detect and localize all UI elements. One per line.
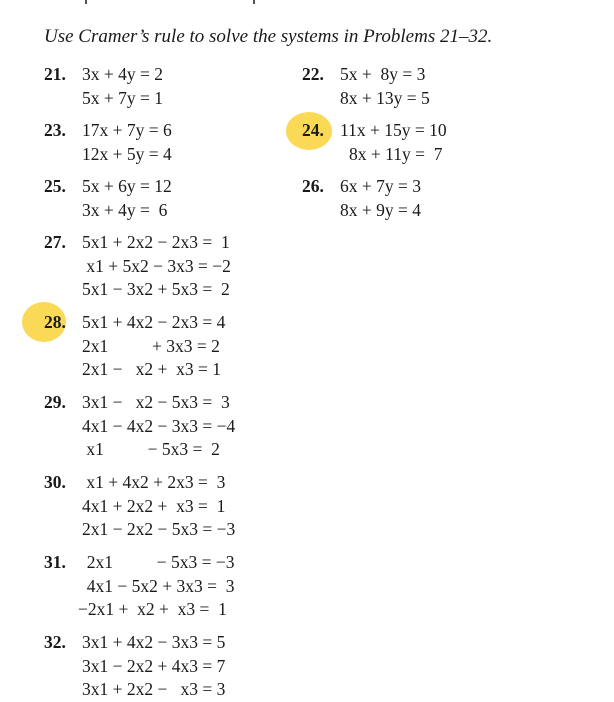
equation: 2x1 − x2 + x3 = 1 bbox=[82, 359, 221, 379]
problem-number: 23. bbox=[44, 120, 66, 140]
equation: 12x + 5y = 4 bbox=[82, 143, 172, 164]
equation: 5x + 8y = 3 bbox=[340, 64, 426, 84]
equation: 3x + 4y = 6 bbox=[82, 199, 168, 220]
equation: 8x + 13y = 5 bbox=[340, 87, 430, 108]
equation: 4x1 − 4x2 − 3x3 = −4 bbox=[82, 415, 236, 436]
equation: 8x + 11y = 7 bbox=[349, 143, 443, 164]
problem-number: 31. bbox=[44, 552, 66, 572]
instruction-text: Use Cramer’s rule to solve the systems in Problems 21–32. bbox=[44, 26, 493, 47]
problem-number: 30. bbox=[44, 472, 66, 492]
problem-number: 22. bbox=[302, 64, 324, 84]
equation: 2x1 − 2x2 − 5x3 = −3 bbox=[82, 519, 236, 539]
equation: 4x1 − 5x2 + 3x3 = 3 bbox=[78, 575, 235, 596]
top-edge bbox=[0, 0, 614, 4]
equation: −2x1 + x2 + x3 = 1 bbox=[78, 599, 227, 619]
equation: 4x1 + 2x2 + x3 = 1 bbox=[82, 495, 226, 516]
problem-number: 24. bbox=[302, 120, 324, 140]
equation: 5x1 − 3x2 + 5x3 = 2 bbox=[82, 279, 230, 299]
page-edge-mark bbox=[253, 0, 255, 4]
equation: 8x + 9y = 4 bbox=[340, 199, 421, 220]
equation: x1 + 4x2 + 2x3 = 3 bbox=[82, 472, 226, 492]
equation: 5x1 + 2x2 − 2x3 = 1 bbox=[82, 232, 230, 252]
equation: x1 − 5x3 = 2 bbox=[82, 439, 220, 459]
problem-number: 32. bbox=[44, 632, 66, 652]
problem-number: 27. bbox=[44, 232, 66, 252]
equation: 5x + 6y = 12 bbox=[82, 176, 172, 196]
problem-number: 29. bbox=[44, 392, 66, 412]
problem-number: 21. bbox=[44, 64, 66, 84]
equation: 3x1 + 2x2 − x3 = 3 bbox=[82, 679, 226, 699]
page-edge-mark bbox=[85, 0, 87, 4]
equation: 5x + 7y = 1 bbox=[82, 87, 163, 108]
problem-number: 26. bbox=[302, 176, 324, 196]
equation: 3x1 − x2 − 5x3 = 3 bbox=[82, 392, 230, 412]
equation: 3x1 + 4x2 − 3x3 = 5 bbox=[82, 632, 226, 652]
equation: 6x + 7y = 3 bbox=[340, 176, 421, 196]
equation: 17x + 7y = 6 bbox=[82, 120, 172, 140]
equation: 5x1 + 4x2 − 2x3 = 4 bbox=[82, 312, 226, 332]
equation: 2x1 − 5x3 = −3 bbox=[78, 552, 235, 572]
equation: 2x1 + 3x3 = 2 bbox=[82, 335, 220, 356]
equation: 11x + 15y = 10 bbox=[340, 120, 447, 140]
equation: 3x + 4y = 2 bbox=[82, 64, 163, 84]
equation: 3x1 − 2x2 + 4x3 = 7 bbox=[82, 655, 226, 676]
problem-number: 28. bbox=[44, 312, 66, 332]
problem-number: 25. bbox=[44, 176, 66, 196]
equation: x1 + 5x2 − 3x3 = −2 bbox=[82, 255, 231, 276]
